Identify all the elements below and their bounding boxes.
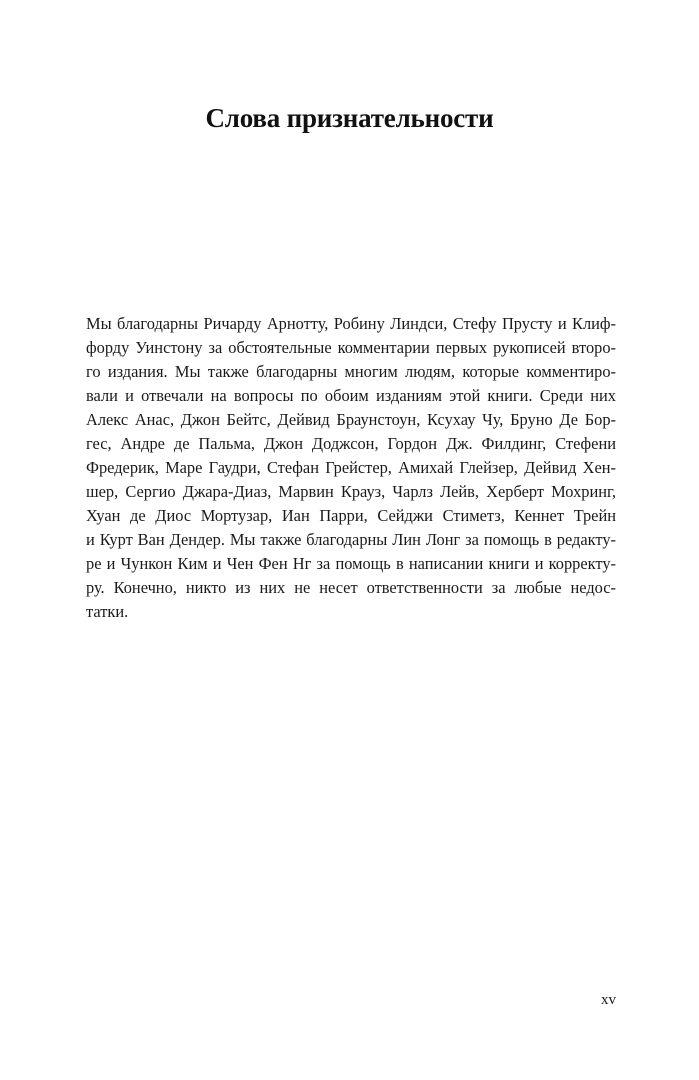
paragraph-line: вали и отвечали на вопросы по обоим изданиям этой книги. Среди них bbox=[86, 386, 616, 405]
paragraph-line: шер, Сергио Джара-Диаз, Марвин Крауз, Чарлз Лейв, Херберт Мохринг, bbox=[86, 482, 616, 501]
paragraph-line: Мы благодарны Ричарду Арнотту, Робину Линдси, Стефу Прусту и Клиф- bbox=[86, 314, 616, 333]
paragraph-line: ре и Чункон Ким и Чен Фен Нг за помощь в написании книги и корректу- bbox=[86, 554, 616, 573]
paragraph-line: Фредерик, Маре Гаудри, Стефан Грейстер, Амихай Глейзер, Дейвид Хен- bbox=[86, 458, 616, 477]
paragraph-line: и Курт Ван Дендер. Мы также благодарны Лин Лонг за помощь в редакту- bbox=[86, 530, 616, 549]
page-title: Слова признательности bbox=[205, 103, 494, 133]
paragraph-line: Хуан де Диос Мортузар, Иан Парри, Сейджи Стиметз, Кеннет Трейн bbox=[86, 506, 616, 525]
paragraph-line: гес, Андре де Пальма, Джон Доджсон, Гордон Дж. Филдинг, Стефени bbox=[86, 434, 616, 453]
page-number: xv bbox=[601, 992, 616, 1008]
paragraph-line: го издания. Мы также благодарны многим людям, которые комментиро- bbox=[86, 362, 616, 381]
paragraph-line: татки. bbox=[86, 602, 129, 621]
paragraph-line: форду Уинстону за обстоятельные комментарии первых рукописей второ- bbox=[86, 338, 616, 357]
paragraph-line: Алекс Анас, Джон Бейтс, Дейвид Браунстоун, Ксухау Чу, Бруно Де Бор- bbox=[86, 410, 616, 429]
paragraph-line: ру. Конечно, никто из них не несет ответственности за любые недос- bbox=[86, 578, 616, 597]
acknowledgements-paragraph bbox=[86, 312, 616, 624]
